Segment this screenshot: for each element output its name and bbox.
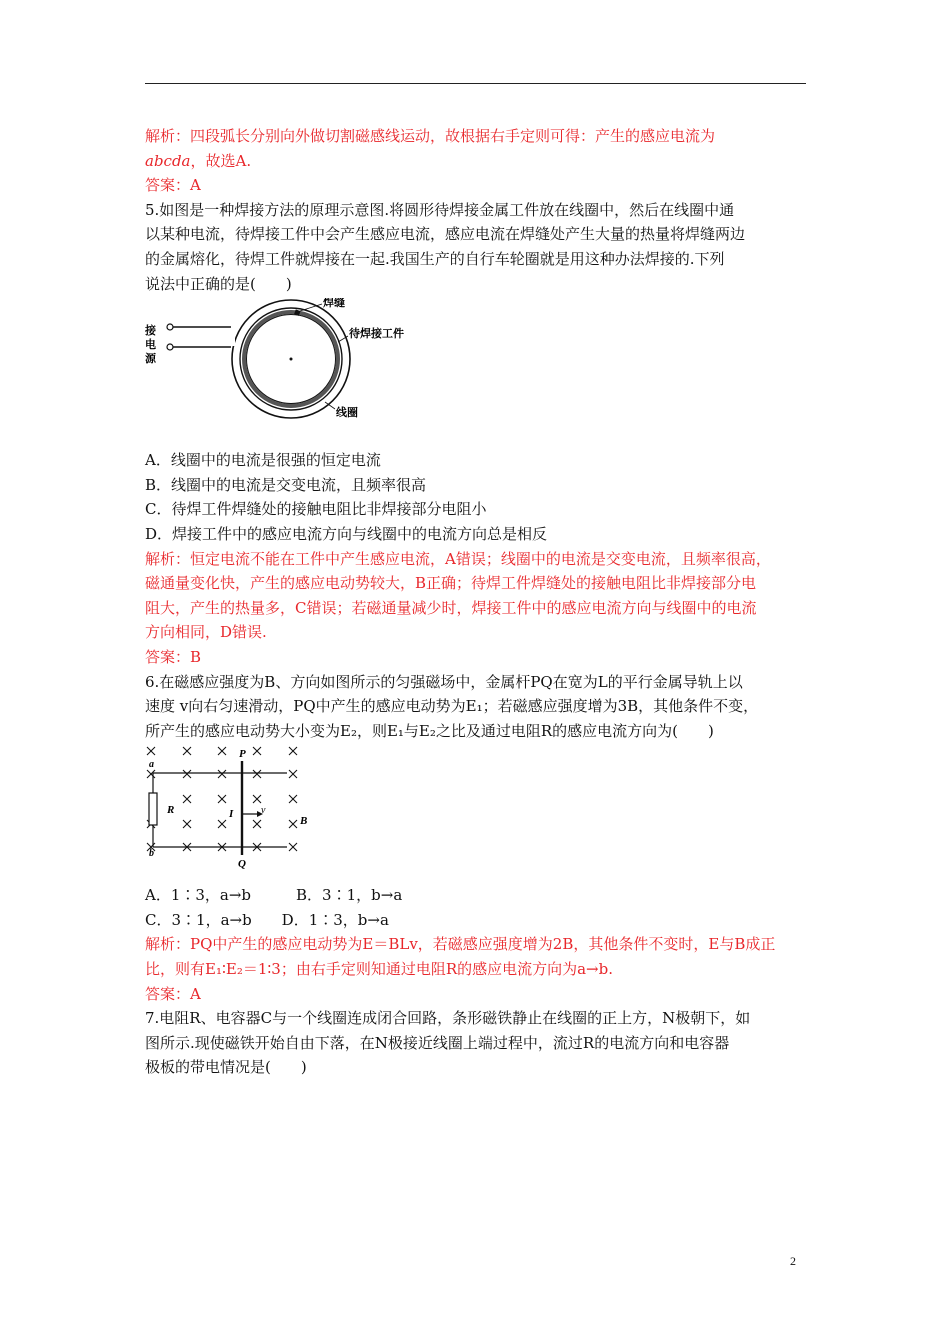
q6-analysis-line-2: 比，则有E₁∶E₂＝1∶3；由右手定则知通过电阻R的感应电流方向为a→b. xyxy=(145,960,613,979)
q5-analysis-line-1: 解析：恒定电流不能在工件中产生感应电流，A错误；线圈中的电流是交变电流，且频率很高， xyxy=(145,549,771,568)
q5-option-c: C．待焊工件焊缝处的接触电阻比非焊接部分电阻小 xyxy=(145,500,487,519)
field-cross xyxy=(253,795,261,803)
q4-analysis-line-1: 解析：四段弧长分别向外做切割磁感线运动，故根据右手定则可得：产生的感应电流为 xyxy=(145,127,716,145)
magnetic-field-svg xyxy=(145,743,325,871)
q5-stem-line-3: 的金属熔化，待焊工件就焊接在一起.我国生产的自行车轮圈就是用这种办法焊接的.下列 xyxy=(145,249,725,268)
label-b: b xyxy=(149,848,154,860)
field-cross xyxy=(183,795,191,803)
resistor xyxy=(149,793,157,825)
q6-stem-line-2: 速度 v向右匀速滑动，PQ中产生的感应电动势为E₁；若磁感应强度增为3B，其他条件不变， xyxy=(145,697,759,716)
field-cross xyxy=(183,747,191,755)
field-cross xyxy=(289,747,297,755)
label-power-3: 源 xyxy=(145,352,156,366)
field-cross xyxy=(147,747,155,755)
field-crosses xyxy=(147,747,297,851)
q7-stem-line-3: 极板的带电情况是( ) xyxy=(145,1058,307,1077)
terminal-bottom xyxy=(167,344,173,350)
center-dot xyxy=(290,358,293,361)
field-cross xyxy=(253,820,261,828)
q5-option-a: A．线圈中的电流是很强的恒定电流 xyxy=(145,451,381,470)
q5-stem-line-4: 说法中正确的是( ) xyxy=(145,274,292,293)
q5-stem-line-2: 以某种电流，待焊接工件中会产生感应电流，感应电流在焊缝处产生大量的热量将焊缝两边 xyxy=(145,225,746,244)
field-cross xyxy=(218,747,226,755)
field-cross xyxy=(289,843,297,851)
field-cross xyxy=(253,747,261,755)
label-power-2: 电 xyxy=(145,338,156,352)
q7-stem-line-1: 7.电阻R、电容器C与一个线圈连成闭合回路，条形磁铁静止在线圈的正上方，N极朝下，如 xyxy=(145,1009,751,1028)
q6-stem-line-3: 所产生的感应电动势大小变为E₂，则E₁与E₂之比及通过电阻R的感应电流方向为( ) xyxy=(145,721,714,740)
coil-gap xyxy=(229,328,235,346)
q5-stem-line-1: 5.如图是一种焊接方法的原理示意图.将圆形待焊接金属工件放在线圈中，然后在线圈中通 xyxy=(145,200,735,219)
page-content xyxy=(145,124,810,1080)
q6-answer: 答案：A xyxy=(145,984,201,1003)
q6-options-row-1: A．1∶3，a→b B．3∶1，b→a xyxy=(145,886,403,905)
q5-option-b: B．线圈中的电流是交变电流，且频率很高 xyxy=(145,475,427,494)
welding-diagram xyxy=(145,298,425,440)
label-q: Q xyxy=(238,858,246,871)
label-b-field: B xyxy=(300,815,308,828)
q5-analysis-line-2: 磁通量变化快，产生的感应电动势较大，B正确；待焊工件焊缝处的接触电阻比非焊接部分电 xyxy=(145,574,757,593)
q5-analysis-line-3: 阻大，产生的热量多，C错误；若磁通量减少时，焊接工件中的感应电流方向与线圈中的电流 xyxy=(145,598,757,617)
label-v: v xyxy=(261,805,266,817)
field-cross xyxy=(218,820,226,828)
label-weld: 焊缝 xyxy=(323,298,345,310)
field-cross xyxy=(218,770,226,778)
label-p: P xyxy=(239,748,246,761)
field-cross xyxy=(289,795,297,803)
field-cross xyxy=(289,820,297,828)
q5-analysis-line-4: 方向相同，D错误. xyxy=(145,623,267,642)
field-cross xyxy=(289,770,297,778)
q4-analysis-line-2: abcda，故选A. xyxy=(145,151,252,170)
label-a: a xyxy=(149,759,154,771)
label-workpiece: 待焊接工件 xyxy=(349,327,404,341)
label-power-1: 接 xyxy=(145,324,156,338)
header-rule xyxy=(145,83,806,84)
label-coil: 线圈 xyxy=(336,406,358,420)
field-cross xyxy=(218,795,226,803)
q6-analysis-line-1: 解析：PQ中产生的感应电动势为E＝BLv，若磁感应强度增为2B，其他条件不变时，E与B成正 xyxy=(145,935,776,954)
field-cross xyxy=(183,770,191,778)
q5-answer: 答案：B xyxy=(145,647,202,666)
q6-stem-line-1: 6.在磁感应强度为B、方向如图所示的匀强磁场中，金属杆PQ在宽为L的平行金属导轨上以 xyxy=(145,672,743,691)
q6-options-row-2: C．3∶1，a→b D．1∶3，b→a xyxy=(145,910,389,929)
field-cross xyxy=(183,820,191,828)
q7-stem-line-2: 图所示.现使磁铁开始自由下落，在N极接近线圈上端过程中，流过R的电流方向和电容器 xyxy=(145,1033,730,1052)
label-i: I xyxy=(229,808,234,821)
page-number: 2 xyxy=(790,1254,796,1268)
field-cross xyxy=(147,770,155,778)
magnetic-field-diagram xyxy=(145,743,325,871)
label-r: R xyxy=(167,804,175,817)
q5-option-d: D．焊接工件中的感应电流方向与线圈中的电流方向总是相反 xyxy=(145,524,548,543)
welding-diagram-svg xyxy=(145,298,425,440)
terminal-top xyxy=(167,324,173,330)
field-cross xyxy=(253,770,261,778)
q4-answer: 答案：A xyxy=(145,176,201,195)
